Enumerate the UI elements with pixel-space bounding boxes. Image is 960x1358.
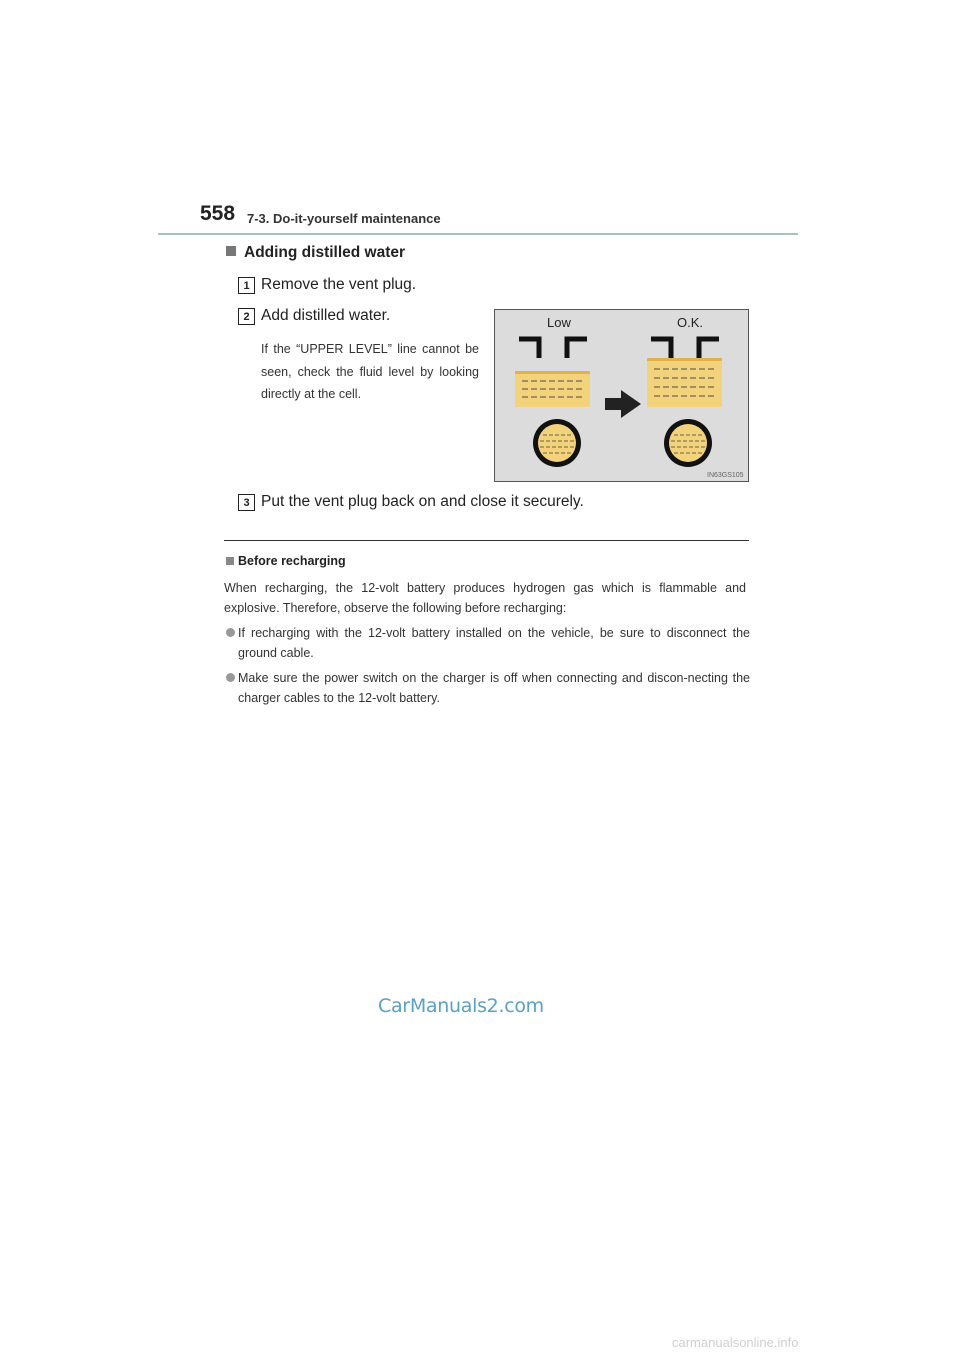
bullet-dot-icon [226,673,235,682]
info-bullet-2: Make sure the power switch on the charger is off when connecting and discon-necting the charger cables to the 12-volt battery. [238,671,750,705]
figure-code: IN63GS105 [707,472,744,479]
label-low: Low [547,315,571,330]
procedure-heading [226,244,405,262]
procedure-title: Adding distilled water [244,244,406,261]
fluid-level-diagram [495,310,748,481]
label-ok: O.K. [677,315,704,330]
step-number-3: 3 [238,494,255,511]
info-title: Before recharging [238,554,346,568]
ok-fluid-band [647,358,722,407]
step-text-1: Remove the vent plug. [261,276,417,293]
info-paragraph: When recharging, the 12-volt battery produces hydrogen gas which is flammable and explosive. Therefore, observe the following before recharging: [224,581,746,615]
watermark-carmanualsonline: carmanualsonline.info [672,1335,799,1350]
step-number-1: 1 [238,277,255,294]
step-text-3: Put the vent plug back on and close it securely. [261,493,584,510]
ok-cell-icon [664,419,712,467]
low-fluid-band [515,371,590,407]
ok-level-bracket-icon [651,339,719,358]
watermark-carmanuals2: CarManuals2.com [378,995,544,1017]
arrow-right-icon [605,390,641,418]
info-bullet-1: If recharging with the 12-volt battery installed on the vehicle, be sure to disconnect the ground cable. [238,626,750,660]
page-number: 558 [200,202,236,225]
section-divider [224,540,749,541]
step-note: If the “UPPER LEVEL” line cannot be seen, check the fluid level by looking directly at the cell. [261,342,479,401]
square-bullet-icon [226,246,236,256]
section-title: 7-3. Do-it-yourself maintenance [247,211,441,226]
bullet-dot-icon [226,628,235,637]
header-rule [158,233,798,235]
low-level-bracket-icon [519,339,587,358]
info-heading [226,554,346,568]
fluid-level-illustration [494,309,749,482]
step-number-2: 2 [238,308,255,325]
square-bullet-icon [226,557,234,565]
step-text-2: Add distilled water. [261,307,391,324]
low-cell-icon [533,419,581,467]
